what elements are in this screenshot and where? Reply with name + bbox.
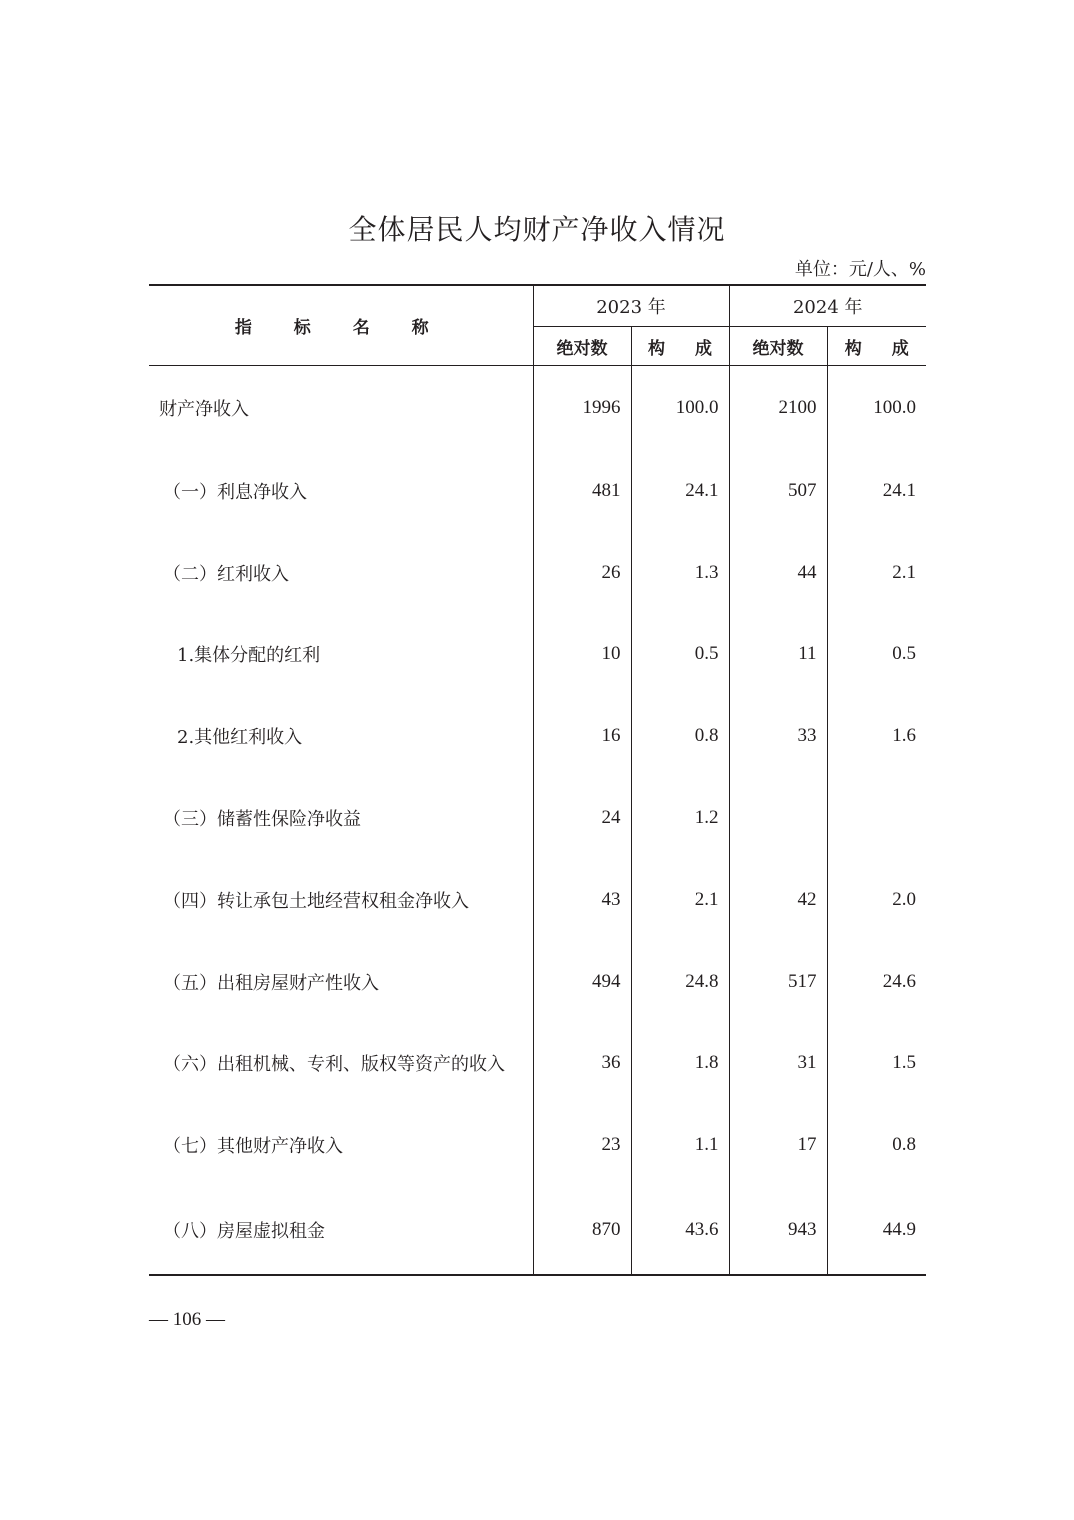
absolute-2023: 481: [533, 450, 631, 532]
absolute-2024: 42: [729, 859, 827, 941]
table-row: [149, 614, 926, 696]
absolute-2023: 26: [533, 532, 631, 614]
share-2023: 2.1: [631, 859, 729, 941]
share-2024: 44.9: [827, 1186, 926, 1275]
indicator-name: 1.集体分配的红利: [177, 645, 321, 667]
absolute-2023: 16: [533, 695, 631, 777]
share-2024: 24.6: [827, 941, 926, 1023]
indicator-name: （四）转让承包土地经营权租金净收入: [163, 890, 469, 912]
indicator-name: （七）其他财产净收入: [163, 1136, 343, 1158]
indicator-name: （六）出租机械、专利、版权等资产的收入: [163, 1054, 505, 1076]
share-2023: 1.8: [631, 1023, 729, 1105]
income-table: [149, 284, 926, 1276]
share-2024: 1.6: [827, 695, 926, 777]
table-row: [149, 941, 926, 1023]
absolute-2023: 1996: [533, 366, 631, 451]
share-2023: 1.3: [631, 532, 729, 614]
absolute-2024: 943: [729, 1186, 827, 1275]
table-row: [149, 777, 926, 859]
indicator-name: （五）出租房屋财产性收入: [163, 972, 379, 994]
share-header-2023: 构 成: [631, 327, 729, 366]
share-2024: 2.0: [827, 859, 926, 941]
share-header-2024: 构 成: [827, 327, 926, 366]
table-row: [149, 532, 926, 614]
unit-label: 单位：元/人、%: [794, 259, 926, 280]
share-2023: 100.0: [631, 366, 729, 451]
indicator-name: （八）房屋虚拟租金: [149, 1186, 533, 1275]
absolute-2024: 17: [729, 1104, 827, 1186]
absolute-2023: 24: [533, 777, 631, 859]
indicator-header: 指 标 名 称: [149, 285, 533, 366]
absolute-2024: [729, 777, 827, 859]
table-row: [149, 450, 926, 532]
table-header: [149, 285, 926, 366]
table-row: [149, 1186, 926, 1275]
share-2024: 24.1: [827, 450, 926, 532]
absolute-2024: 2100: [729, 366, 827, 451]
page-title: 全体居民人均财产净收入情况: [348, 213, 726, 246]
year-header-2023: 2023 年: [533, 285, 729, 327]
absolute-2024: 11: [729, 614, 827, 696]
share-2024: 0.5: [827, 614, 926, 696]
share-2023: 0.8: [631, 695, 729, 777]
table-row: [149, 1104, 926, 1186]
absolute-2023: 494: [533, 941, 631, 1023]
table-row: [149, 1023, 926, 1105]
indicator-name: （三）储蓄性保险净收益: [163, 809, 361, 831]
year-header-2024: 2024 年: [729, 285, 926, 327]
absolute-header-2023: 绝对数: [533, 327, 631, 366]
table-body: [149, 366, 926, 1276]
absolute-header-2024: 绝对数: [729, 327, 827, 366]
share-2023: 43.6: [631, 1186, 729, 1275]
indicator-name: （二）红利收入: [163, 563, 289, 585]
page-number: — 106 —: [149, 1309, 225, 1330]
absolute-2024: 33: [729, 695, 827, 777]
indicator-name: 财产净收入: [159, 399, 249, 420]
table-row: [149, 366, 926, 451]
share-2023: 24.8: [631, 941, 729, 1023]
table-row: [149, 695, 926, 777]
absolute-2024: 517: [729, 941, 827, 1023]
absolute-2023: 43: [533, 859, 631, 941]
share-2023: 0.5: [631, 614, 729, 696]
share-2023: 1.2: [631, 777, 729, 859]
absolute-2023: 23: [533, 1104, 631, 1186]
share-2023: 24.1: [631, 450, 729, 532]
absolute-2024: 507: [729, 450, 827, 532]
absolute-2023: 10: [533, 614, 631, 696]
absolute-2024: 31: [729, 1023, 827, 1105]
share-2023: 1.1: [631, 1104, 729, 1186]
table-row: [149, 859, 926, 941]
share-2024: 2.1: [827, 532, 926, 614]
share-2024: [827, 777, 926, 859]
absolute-2023: 36: [533, 1023, 631, 1105]
share-2024: 0.8: [827, 1104, 926, 1186]
share-2024: 100.0: [827, 366, 926, 451]
absolute-2023: 870: [533, 1186, 631, 1275]
indicator-name: 2.其他红利收入: [177, 727, 303, 749]
share-2024: 1.5: [827, 1023, 926, 1105]
indicator-name: （一）利息净收入: [163, 481, 307, 503]
absolute-2024: 44: [729, 532, 827, 614]
